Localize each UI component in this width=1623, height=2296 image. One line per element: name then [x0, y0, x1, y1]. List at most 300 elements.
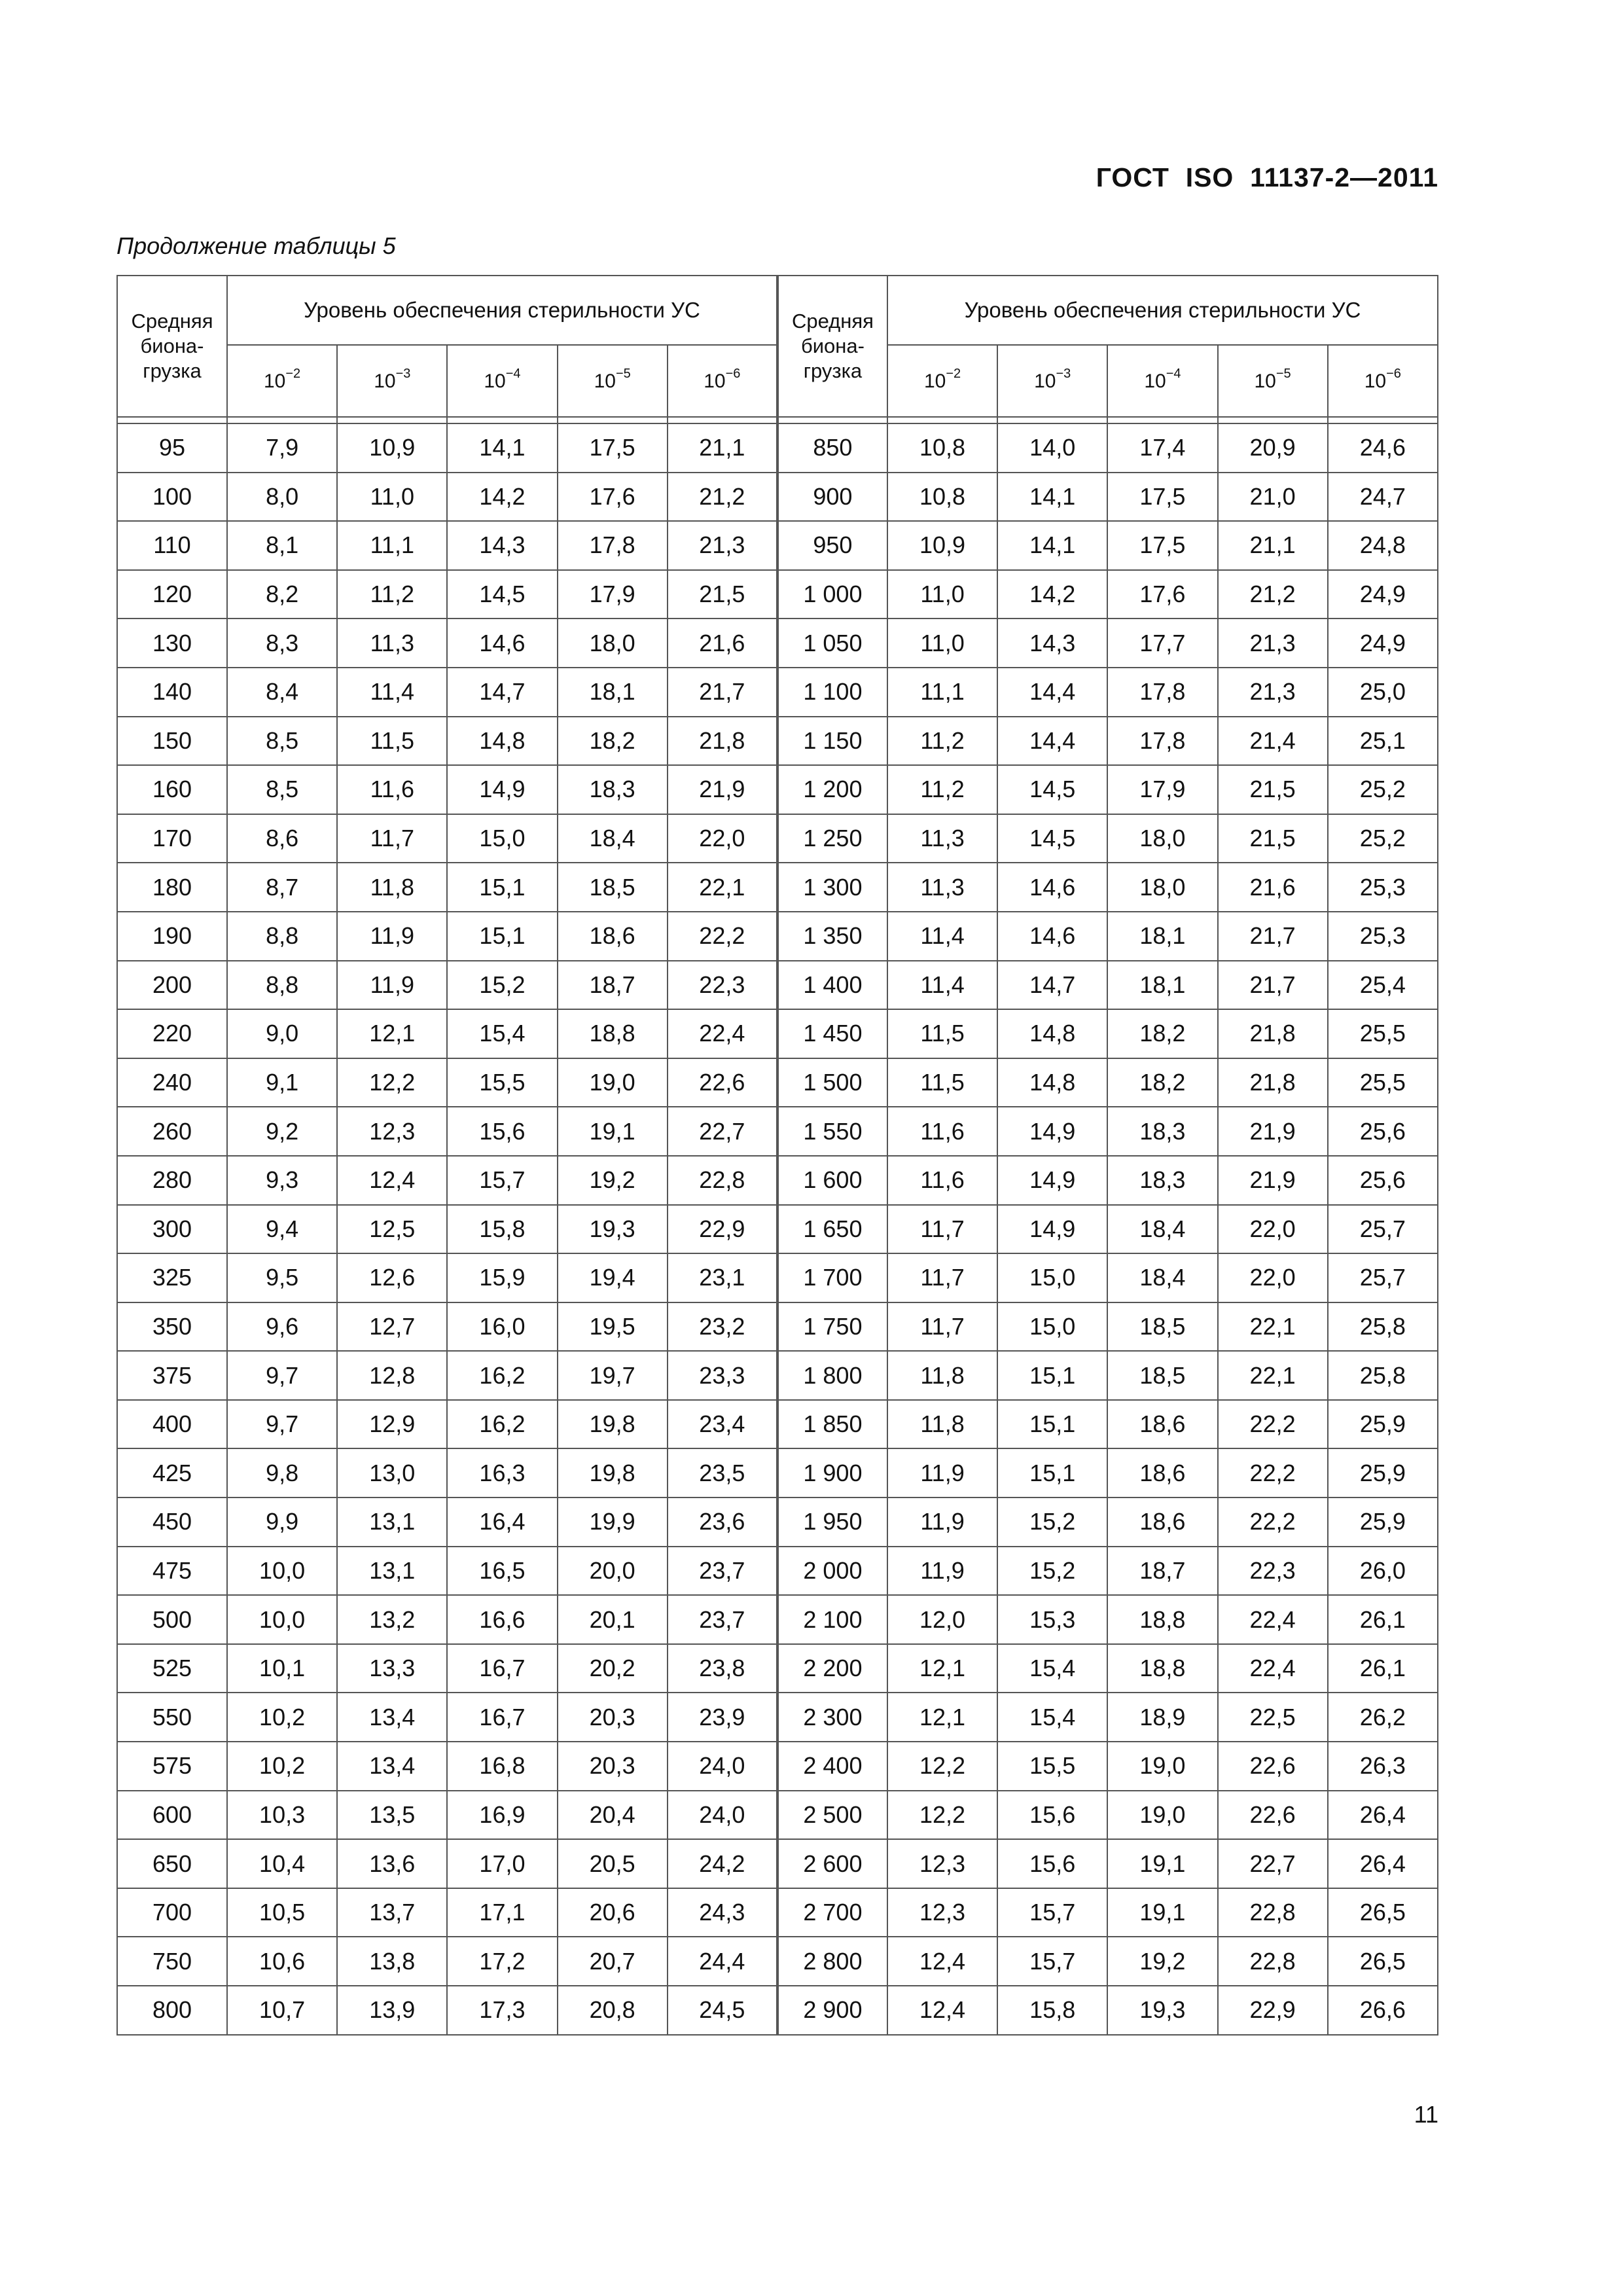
dose-cell: 24,8	[1328, 521, 1438, 570]
dose-cell: 25,7	[1328, 1205, 1438, 1254]
dose-cell: 11,0	[887, 619, 997, 668]
dose-cell: 23,1	[668, 1253, 777, 1302]
dose-cell: 18,1	[558, 668, 668, 717]
dose-cell: 22,1	[1218, 1302, 1328, 1352]
dose-cell: 16,7	[447, 1693, 557, 1742]
dose-cell: 20,3	[558, 1742, 668, 1791]
table-row	[117, 1351, 1438, 1400]
dose-cell: 24,3	[668, 1888, 777, 1937]
dose-cell: 21,8	[668, 717, 777, 766]
table-row	[117, 1888, 1438, 1937]
dose-cell: 11,2	[887, 717, 997, 766]
dose-cell: 12,2	[337, 1058, 447, 1107]
dose-cell: 22,2	[668, 912, 777, 961]
bioburden-cell: 130	[117, 619, 227, 668]
dose-cell: 9,7	[227, 1351, 337, 1400]
table-row	[117, 1937, 1438, 1986]
dose-cell: 15,1	[447, 863, 557, 912]
dose-cell: 19,1	[558, 1107, 668, 1156]
dose-cell: 13,9	[337, 1986, 447, 2035]
dose-cell: 11,6	[337, 765, 447, 814]
bioburden-cell: 160	[117, 765, 227, 814]
dose-cell: 10,9	[337, 423, 447, 473]
dose-cell: 15,0	[997, 1253, 1107, 1302]
dose-cell: 19,3	[558, 1205, 668, 1254]
stub-header-left	[117, 276, 227, 417]
dose-cell: 12,7	[337, 1302, 447, 1352]
dose-cell: 21,0	[1218, 473, 1328, 522]
bioburden-cell: 2 900	[777, 1986, 887, 2035]
bioburden-cell: 110	[117, 521, 227, 570]
dose-cell: 20,9	[1218, 423, 1328, 473]
dose-cell: 16,9	[447, 1791, 557, 1840]
dose-cell: 13,8	[337, 1937, 447, 1986]
dose-cell: 24,5	[668, 1986, 777, 2035]
dose-cell: 14,9	[997, 1107, 1107, 1156]
bioburden-cell: 1 250	[777, 814, 887, 863]
dose-cell: 7,9	[227, 423, 337, 473]
dose-cell: 14,1	[997, 521, 1107, 570]
bioburden-cell: 325	[117, 1253, 227, 1302]
table-caption: Продолжение таблицы 5	[116, 232, 396, 259]
dose-cell: 12,3	[887, 1839, 997, 1888]
dose-cell: 22,6	[1218, 1791, 1328, 1840]
bioburden-cell: 170	[117, 814, 227, 863]
table-row	[117, 1791, 1438, 1840]
dose-cell: 26,2	[1328, 1693, 1438, 1742]
exponent-base: 10	[264, 370, 286, 392]
dose-cell: 14,6	[447, 619, 557, 668]
exponent-power: −3	[1056, 367, 1071, 381]
dose-cell: 22,3	[668, 961, 777, 1010]
dose-cell: 8,7	[227, 863, 337, 912]
bioburden-cell: 300	[117, 1205, 227, 1254]
bioburden-cell: 1 400	[777, 961, 887, 1010]
dose-cell: 10,3	[227, 1791, 337, 1840]
exponent-base: 10	[484, 370, 506, 392]
dose-cell: 15,7	[997, 1937, 1107, 1986]
dose-cell: 25,8	[1328, 1302, 1438, 1352]
dose-cell: 21,7	[1218, 912, 1328, 961]
dose-cell: 14,9	[997, 1205, 1107, 1254]
dose-cell: 22,2	[1218, 1448, 1328, 1498]
dose-cell: 11,8	[337, 863, 447, 912]
dose-cell: 25,8	[1328, 1351, 1438, 1400]
bioburden-cell: 1 950	[777, 1498, 887, 1547]
dose-cell: 22,9	[1218, 1986, 1328, 2035]
dose-cell: 11,4	[887, 961, 997, 1010]
dose-cell: 17,4	[1107, 423, 1217, 473]
bioburden-cell: 1 900	[777, 1448, 887, 1498]
dose-cell: 16,4	[447, 1498, 557, 1547]
dose-cell: 15,0	[997, 1302, 1107, 1352]
dose-cell: 10,6	[227, 1937, 337, 1986]
dose-cell: 14,2	[447, 473, 557, 522]
dose-cell: 18,1	[1107, 912, 1217, 961]
dose-cell: 17,2	[447, 1937, 557, 1986]
dose-cell: 19,7	[558, 1351, 668, 1400]
exponent-base: 10	[1034, 370, 1056, 392]
bioburden-cell: 2 000	[777, 1547, 887, 1596]
dose-cell: 26,5	[1328, 1937, 1438, 1986]
dose-cell: 19,8	[558, 1400, 668, 1449]
dose-cell: 19,0	[1107, 1791, 1217, 1840]
dose-cell: 23,8	[668, 1644, 777, 1693]
dose-cell: 13,7	[337, 1888, 447, 1937]
dose-cell: 20,3	[558, 1693, 668, 1742]
dose-cell: 18,8	[1107, 1644, 1217, 1693]
exponent-header	[1328, 345, 1438, 417]
bioburden-cell: 220	[117, 1009, 227, 1058]
table-row	[117, 1107, 1438, 1156]
dose-cell: 23,4	[668, 1400, 777, 1449]
dose-cell: 19,9	[558, 1498, 668, 1547]
dose-cell: 13,3	[337, 1644, 447, 1693]
dose-cell: 15,1	[997, 1400, 1107, 1449]
bioburden-cell: 950	[777, 521, 887, 570]
dose-cell: 21,4	[1218, 717, 1328, 766]
dose-cell: 11,6	[887, 1156, 997, 1205]
dose-cell: 19,0	[558, 1058, 668, 1107]
dose-cell: 11,7	[887, 1302, 997, 1352]
dose-cell: 12,2	[887, 1791, 997, 1840]
dose-cell: 11,5	[887, 1009, 997, 1058]
dose-cell: 25,9	[1328, 1400, 1438, 1449]
stub-header-right	[777, 276, 887, 417]
dose-cell: 18,0	[558, 619, 668, 668]
bioburden-cell: 180	[117, 863, 227, 912]
dose-cell: 18,5	[1107, 1302, 1217, 1352]
dose-cell: 20,7	[558, 1937, 668, 1986]
bioburden-cell: 400	[117, 1400, 227, 1449]
exponent-base: 10	[594, 370, 616, 392]
table-row	[117, 1742, 1438, 1791]
bioburden-cell: 150	[117, 717, 227, 766]
dose-cell: 24,2	[668, 1839, 777, 1888]
dose-cell: 14,5	[997, 814, 1107, 863]
table-row	[117, 1253, 1438, 1302]
dose-cell: 13,0	[337, 1448, 447, 1498]
dose-cell: 22,2	[1218, 1498, 1328, 1547]
dose-cell: 26,4	[1328, 1839, 1438, 1888]
dose-cell: 15,7	[997, 1888, 1107, 1937]
exponent-header	[558, 345, 668, 417]
exponent-base: 10	[704, 370, 726, 392]
exponent-base: 10	[1144, 370, 1166, 392]
dose-cell: 25,4	[1328, 961, 1438, 1010]
dose-cell: 13,1	[337, 1498, 447, 1547]
dose-cell: 18,4	[558, 814, 668, 863]
dose-cell: 15,1	[997, 1351, 1107, 1400]
table-row	[117, 423, 1438, 473]
dose-cell: 11,0	[887, 570, 997, 619]
dose-cell: 25,2	[1328, 814, 1438, 863]
dose-cell: 18,0	[1107, 863, 1217, 912]
dose-cell: 15,4	[447, 1009, 557, 1058]
dose-cell: 23,2	[668, 1302, 777, 1352]
table-row	[117, 473, 1438, 522]
dose-cell: 26,1	[1328, 1595, 1438, 1644]
dose-cell: 22,1	[1218, 1351, 1328, 1400]
dose-cell: 14,2	[997, 570, 1107, 619]
table-row	[117, 863, 1438, 912]
dose-cell: 11,8	[887, 1351, 997, 1400]
dose-cell: 18,6	[558, 912, 668, 961]
dose-cell: 17,8	[1107, 668, 1217, 717]
dose-cell: 10,0	[227, 1595, 337, 1644]
bioburden-cell: 190	[117, 912, 227, 961]
dose-cell: 11,9	[337, 912, 447, 961]
dose-cell: 14,9	[447, 765, 557, 814]
bioburden-cell: 1 600	[777, 1156, 887, 1205]
dose-cell: 9,4	[227, 1205, 337, 1254]
exponent-base: 10	[923, 370, 946, 392]
dose-cell: 21,7	[668, 668, 777, 717]
dose-cell: 19,1	[1107, 1839, 1217, 1888]
bioburden-cell: 2 700	[777, 1888, 887, 1937]
exponent-header	[337, 345, 447, 417]
bioburden-cell: 850	[777, 423, 887, 473]
bioburden-cell: 375	[117, 1351, 227, 1400]
dose-cell: 11,5	[337, 717, 447, 766]
table-row	[117, 1644, 1438, 1693]
dose-cell: 19,2	[558, 1156, 668, 1205]
dose-cell: 13,1	[337, 1547, 447, 1596]
sterility-table	[116, 275, 1438, 2036]
dose-cell: 11,1	[887, 668, 997, 717]
dose-cell: 26,1	[1328, 1644, 1438, 1693]
dose-cell: 15,7	[447, 1156, 557, 1205]
bioburden-cell: 200	[117, 961, 227, 1010]
dose-cell: 8,6	[227, 814, 337, 863]
dose-cell: 11,1	[337, 521, 447, 570]
dose-cell: 15,4	[997, 1693, 1107, 1742]
dose-cell: 10,7	[227, 1986, 337, 2035]
dose-cell: 18,7	[1107, 1547, 1217, 1596]
dose-cell: 17,0	[447, 1839, 557, 1888]
dose-cell: 16,6	[447, 1595, 557, 1644]
bioburden-cell: 95	[117, 423, 227, 473]
dose-cell: 26,0	[1328, 1547, 1438, 1596]
exponent-power: −3	[395, 367, 411, 381]
table-row	[117, 1205, 1438, 1254]
dose-cell: 19,4	[558, 1253, 668, 1302]
dose-cell: 12,1	[337, 1009, 447, 1058]
dose-cell: 15,5	[447, 1058, 557, 1107]
stub-header-text: Средняя биона-грузка	[131, 310, 213, 382]
dose-cell: 15,8	[997, 1986, 1107, 2035]
dose-cell: 14,0	[997, 423, 1107, 473]
dose-cell: 21,2	[1218, 570, 1328, 619]
bioburden-cell: 1 750	[777, 1302, 887, 1352]
dose-cell: 14,8	[447, 717, 557, 766]
bioburden-cell: 100	[117, 473, 227, 522]
dose-cell: 8,0	[227, 473, 337, 522]
dose-cell: 14,5	[997, 765, 1107, 814]
dose-cell: 15,3	[997, 1595, 1107, 1644]
dose-cell: 21,5	[1218, 765, 1328, 814]
dose-cell: 22,3	[1218, 1547, 1328, 1596]
exponent-header	[227, 345, 337, 417]
group-header-left: Уровень обеспечения стерильности УС	[227, 276, 777, 345]
dose-cell: 17,5	[1107, 473, 1217, 522]
dose-cell: 16,3	[447, 1448, 557, 1498]
dose-cell: 22,4	[1218, 1595, 1328, 1644]
exponent-power: −2	[946, 367, 961, 381]
dose-cell: 9,8	[227, 1448, 337, 1498]
exponent-power: −5	[1275, 367, 1291, 381]
dose-cell: 16,5	[447, 1547, 557, 1596]
dose-cell: 14,5	[447, 570, 557, 619]
bioburden-cell: 750	[117, 1937, 227, 1986]
dose-cell: 15,0	[447, 814, 557, 863]
dose-cell: 16,7	[447, 1644, 557, 1693]
bioburden-cell: 1 550	[777, 1107, 887, 1156]
dose-cell: 11,9	[887, 1547, 997, 1596]
bioburden-cell: 1 450	[777, 1009, 887, 1058]
dose-cell: 11,7	[337, 814, 447, 863]
dose-cell: 25,5	[1328, 1058, 1438, 1107]
dose-cell: 14,8	[997, 1058, 1107, 1107]
dose-cell: 16,2	[447, 1400, 557, 1449]
dose-cell: 23,6	[668, 1498, 777, 1547]
dose-cell: 25,2	[1328, 765, 1438, 814]
bioburden-cell: 800	[117, 1986, 227, 2035]
dose-cell: 21,1	[1218, 521, 1328, 570]
dose-cell: 13,4	[337, 1693, 447, 1742]
dose-cell: 11,9	[887, 1498, 997, 1547]
dose-cell: 18,3	[1107, 1156, 1217, 1205]
dose-cell: 24,9	[1328, 570, 1438, 619]
group-header-right: Уровень обеспечения стерильности УС	[887, 276, 1438, 345]
dose-cell: 18,6	[1107, 1498, 1217, 1547]
bioburden-cell: 140	[117, 668, 227, 717]
dose-cell: 25,9	[1328, 1498, 1438, 1547]
exponent-header	[1107, 345, 1217, 417]
bioburden-cell: 1 700	[777, 1253, 887, 1302]
dose-cell: 17,7	[1107, 619, 1217, 668]
dose-cell: 20,2	[558, 1644, 668, 1693]
bioburden-cell: 1 200	[777, 765, 887, 814]
dose-cell: 22,4	[1218, 1644, 1328, 1693]
dose-cell: 23,5	[668, 1448, 777, 1498]
dose-cell: 9,5	[227, 1253, 337, 1302]
dose-cell: 25,3	[1328, 912, 1438, 961]
dose-cell: 21,9	[1218, 1107, 1328, 1156]
dose-cell: 17,6	[558, 473, 668, 522]
bioburden-cell: 1 050	[777, 619, 887, 668]
dose-cell: 22,1	[668, 863, 777, 912]
table-row	[117, 1595, 1438, 1644]
table-row	[117, 1302, 1438, 1352]
dose-cell: 23,9	[668, 1693, 777, 1742]
dose-cell: 21,5	[668, 570, 777, 619]
dose-cell: 22,4	[668, 1009, 777, 1058]
bioburden-cell: 2 200	[777, 1644, 887, 1693]
dose-cell: 17,6	[1107, 570, 1217, 619]
bioburden-cell: 1 100	[777, 668, 887, 717]
bioburden-cell: 280	[117, 1156, 227, 1205]
dose-cell: 12,4	[337, 1156, 447, 1205]
bioburden-cell: 1 000	[777, 570, 887, 619]
bioburden-cell: 1 800	[777, 1351, 887, 1400]
dose-cell: 24,0	[668, 1791, 777, 1840]
dose-cell: 12,4	[887, 1986, 997, 2035]
dose-cell: 10,4	[227, 1839, 337, 1888]
dose-cell: 26,6	[1328, 1986, 1438, 2035]
dose-cell: 11,0	[337, 473, 447, 522]
dose-cell: 8,3	[227, 619, 337, 668]
bioburden-cell: 450	[117, 1498, 227, 1547]
dose-cell: 10,8	[887, 473, 997, 522]
dose-cell: 17,8	[558, 521, 668, 570]
dose-cell: 15,6	[997, 1839, 1107, 1888]
dose-cell: 21,3	[1218, 668, 1328, 717]
dose-cell: 15,6	[447, 1107, 557, 1156]
exponent-power: −6	[725, 367, 741, 381]
dose-cell: 12,4	[887, 1937, 997, 1986]
dose-cell: 14,7	[447, 668, 557, 717]
dose-cell: 25,9	[1328, 1448, 1438, 1498]
dose-cell: 20,5	[558, 1839, 668, 1888]
bioburden-cell: 2 300	[777, 1693, 887, 1742]
dose-cell: 14,8	[997, 1009, 1107, 1058]
dose-cell: 21,6	[668, 619, 777, 668]
dose-cell: 21,3	[1218, 619, 1328, 668]
dose-cell: 21,6	[1218, 863, 1328, 912]
bioburden-cell: 700	[117, 1888, 227, 1937]
dose-cell: 11,6	[887, 1107, 997, 1156]
dose-cell: 18,9	[1107, 1693, 1217, 1742]
dose-cell: 10,2	[227, 1742, 337, 1791]
dose-cell: 25,3	[1328, 863, 1438, 912]
dose-cell: 21,5	[1218, 814, 1328, 863]
exponent-base: 10	[1364, 370, 1387, 392]
dose-cell: 14,4	[997, 668, 1107, 717]
table-row	[117, 1986, 1438, 2035]
dose-cell: 13,2	[337, 1595, 447, 1644]
table-row	[117, 814, 1438, 863]
dose-cell: 18,0	[1107, 814, 1217, 863]
table-row	[117, 619, 1438, 668]
table-row	[117, 668, 1438, 717]
dose-cell: 21,8	[1218, 1058, 1328, 1107]
dose-cell: 9,0	[227, 1009, 337, 1058]
bioburden-cell: 475	[117, 1547, 227, 1596]
bioburden-cell: 1 300	[777, 863, 887, 912]
dose-cell: 24,9	[1328, 619, 1438, 668]
table-row	[117, 1156, 1438, 1205]
dose-cell: 10,5	[227, 1888, 337, 1937]
dose-cell: 11,5	[887, 1058, 997, 1107]
exponent-base: 10	[1254, 370, 1276, 392]
stub-header-text: Средняя биона-грузка	[791, 310, 874, 382]
dose-cell: 19,1	[1107, 1888, 1217, 1937]
dose-cell: 24,4	[668, 1937, 777, 1986]
table-row	[117, 1058, 1438, 1107]
dose-cell: 12,1	[887, 1644, 997, 1693]
dose-cell: 21,7	[1218, 961, 1328, 1010]
dose-cell: 12,2	[887, 1742, 997, 1791]
bioburden-cell: 2 800	[777, 1937, 887, 1986]
dose-cell: 26,5	[1328, 1888, 1438, 1937]
dose-cell: 22,9	[668, 1205, 777, 1254]
dose-cell: 17,9	[558, 570, 668, 619]
dose-cell: 17,8	[1107, 717, 1217, 766]
dose-cell: 17,9	[1107, 765, 1217, 814]
dose-cell: 23,7	[668, 1547, 777, 1596]
dose-cell: 9,3	[227, 1156, 337, 1205]
